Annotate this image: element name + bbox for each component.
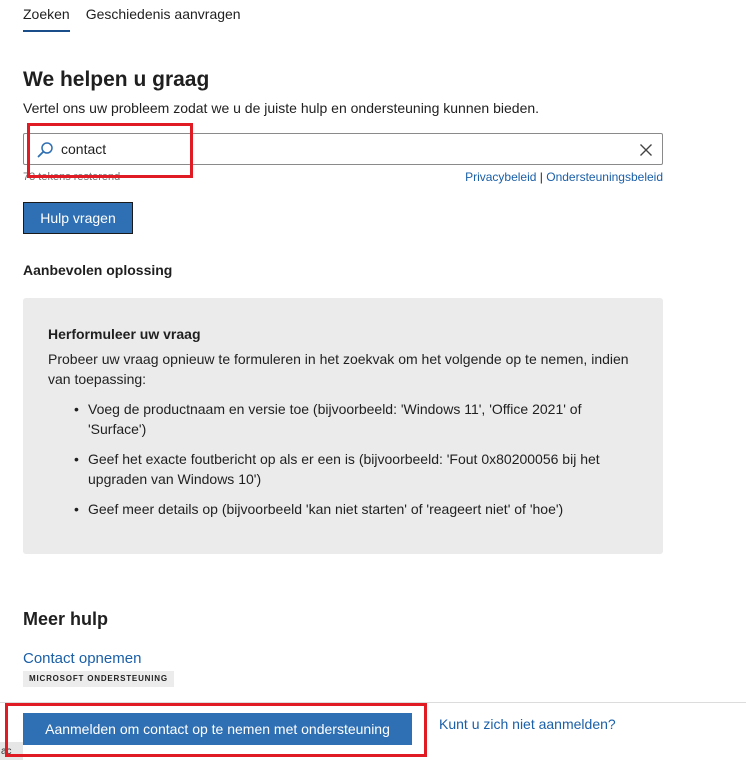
search-box[interactable] (23, 133, 663, 165)
list-item: • Geef het exacte foutbericht op als er een is (bijvoorbeeld: 'Fout 0x80200056 bij het upgraden van Windows 10') (74, 449, 638, 489)
cannot-sign-in-link[interactable]: Kunt u zich niet aanmelden? (439, 716, 616, 732)
page-subtitle: Vertel ons uw probleem zodat we u de juiste hulp en ondersteuning kunnen bieden. (23, 100, 540, 116)
sign-in-contact-button[interactable]: Aanmelden om contact op te nemen met ondersteuning (23, 713, 412, 745)
tab-search[interactable]: Zoeken (23, 6, 70, 32)
tab-request-history[interactable]: Geschiedenis aanvragen (85, 6, 241, 22)
recommended-solution-panel (23, 298, 663, 554)
get-help-button[interactable]: Hulp vragen (23, 202, 133, 234)
tab-bar (23, 6, 241, 32)
list-item: • Voeg de productnaam en versie toe (bijvoorbeeld: 'Windows 11', 'Office 2021' of 'Surface') (74, 399, 638, 439)
clear-icon[interactable] (639, 143, 653, 157)
recommended-solution-heading: Aanbevolen oplossing (23, 262, 173, 278)
microsoft-support-badge: MICROSOFT ONDERSTEUNING (23, 671, 174, 687)
support-policy-link[interactable]: Ondersteuningsbeleid (546, 170, 663, 184)
privacy-policy-link[interactable]: Privacybeleid (465, 170, 537, 184)
rephrase-body: Probeer uw vraag opnieuw te formuleren in het zoekvak om het volgende op te nemen, indien van toepassing: (48, 351, 629, 387)
rephrase-title: Herformuleer uw vraag (48, 326, 201, 342)
list-item: • Geef meer details op (bijvoorbeeld 'kan niet starten' of 'reageert niet' of 'hoe') (74, 499, 638, 519)
policy-links (465, 170, 663, 184)
contact-link[interactable]: Contact opnemen (23, 650, 142, 667)
search-icon (36, 141, 54, 159)
characters-remaining: 73 tekens resterend (23, 171, 121, 183)
policy-separator: | (539, 170, 543, 184)
rephrase-tips-list (48, 399, 638, 519)
page-title: We helpen u graag (23, 68, 210, 91)
search-input[interactable] (61, 138, 621, 160)
more-help-heading: Meer hulp (23, 609, 109, 629)
corner-tag: ac (0, 742, 23, 760)
